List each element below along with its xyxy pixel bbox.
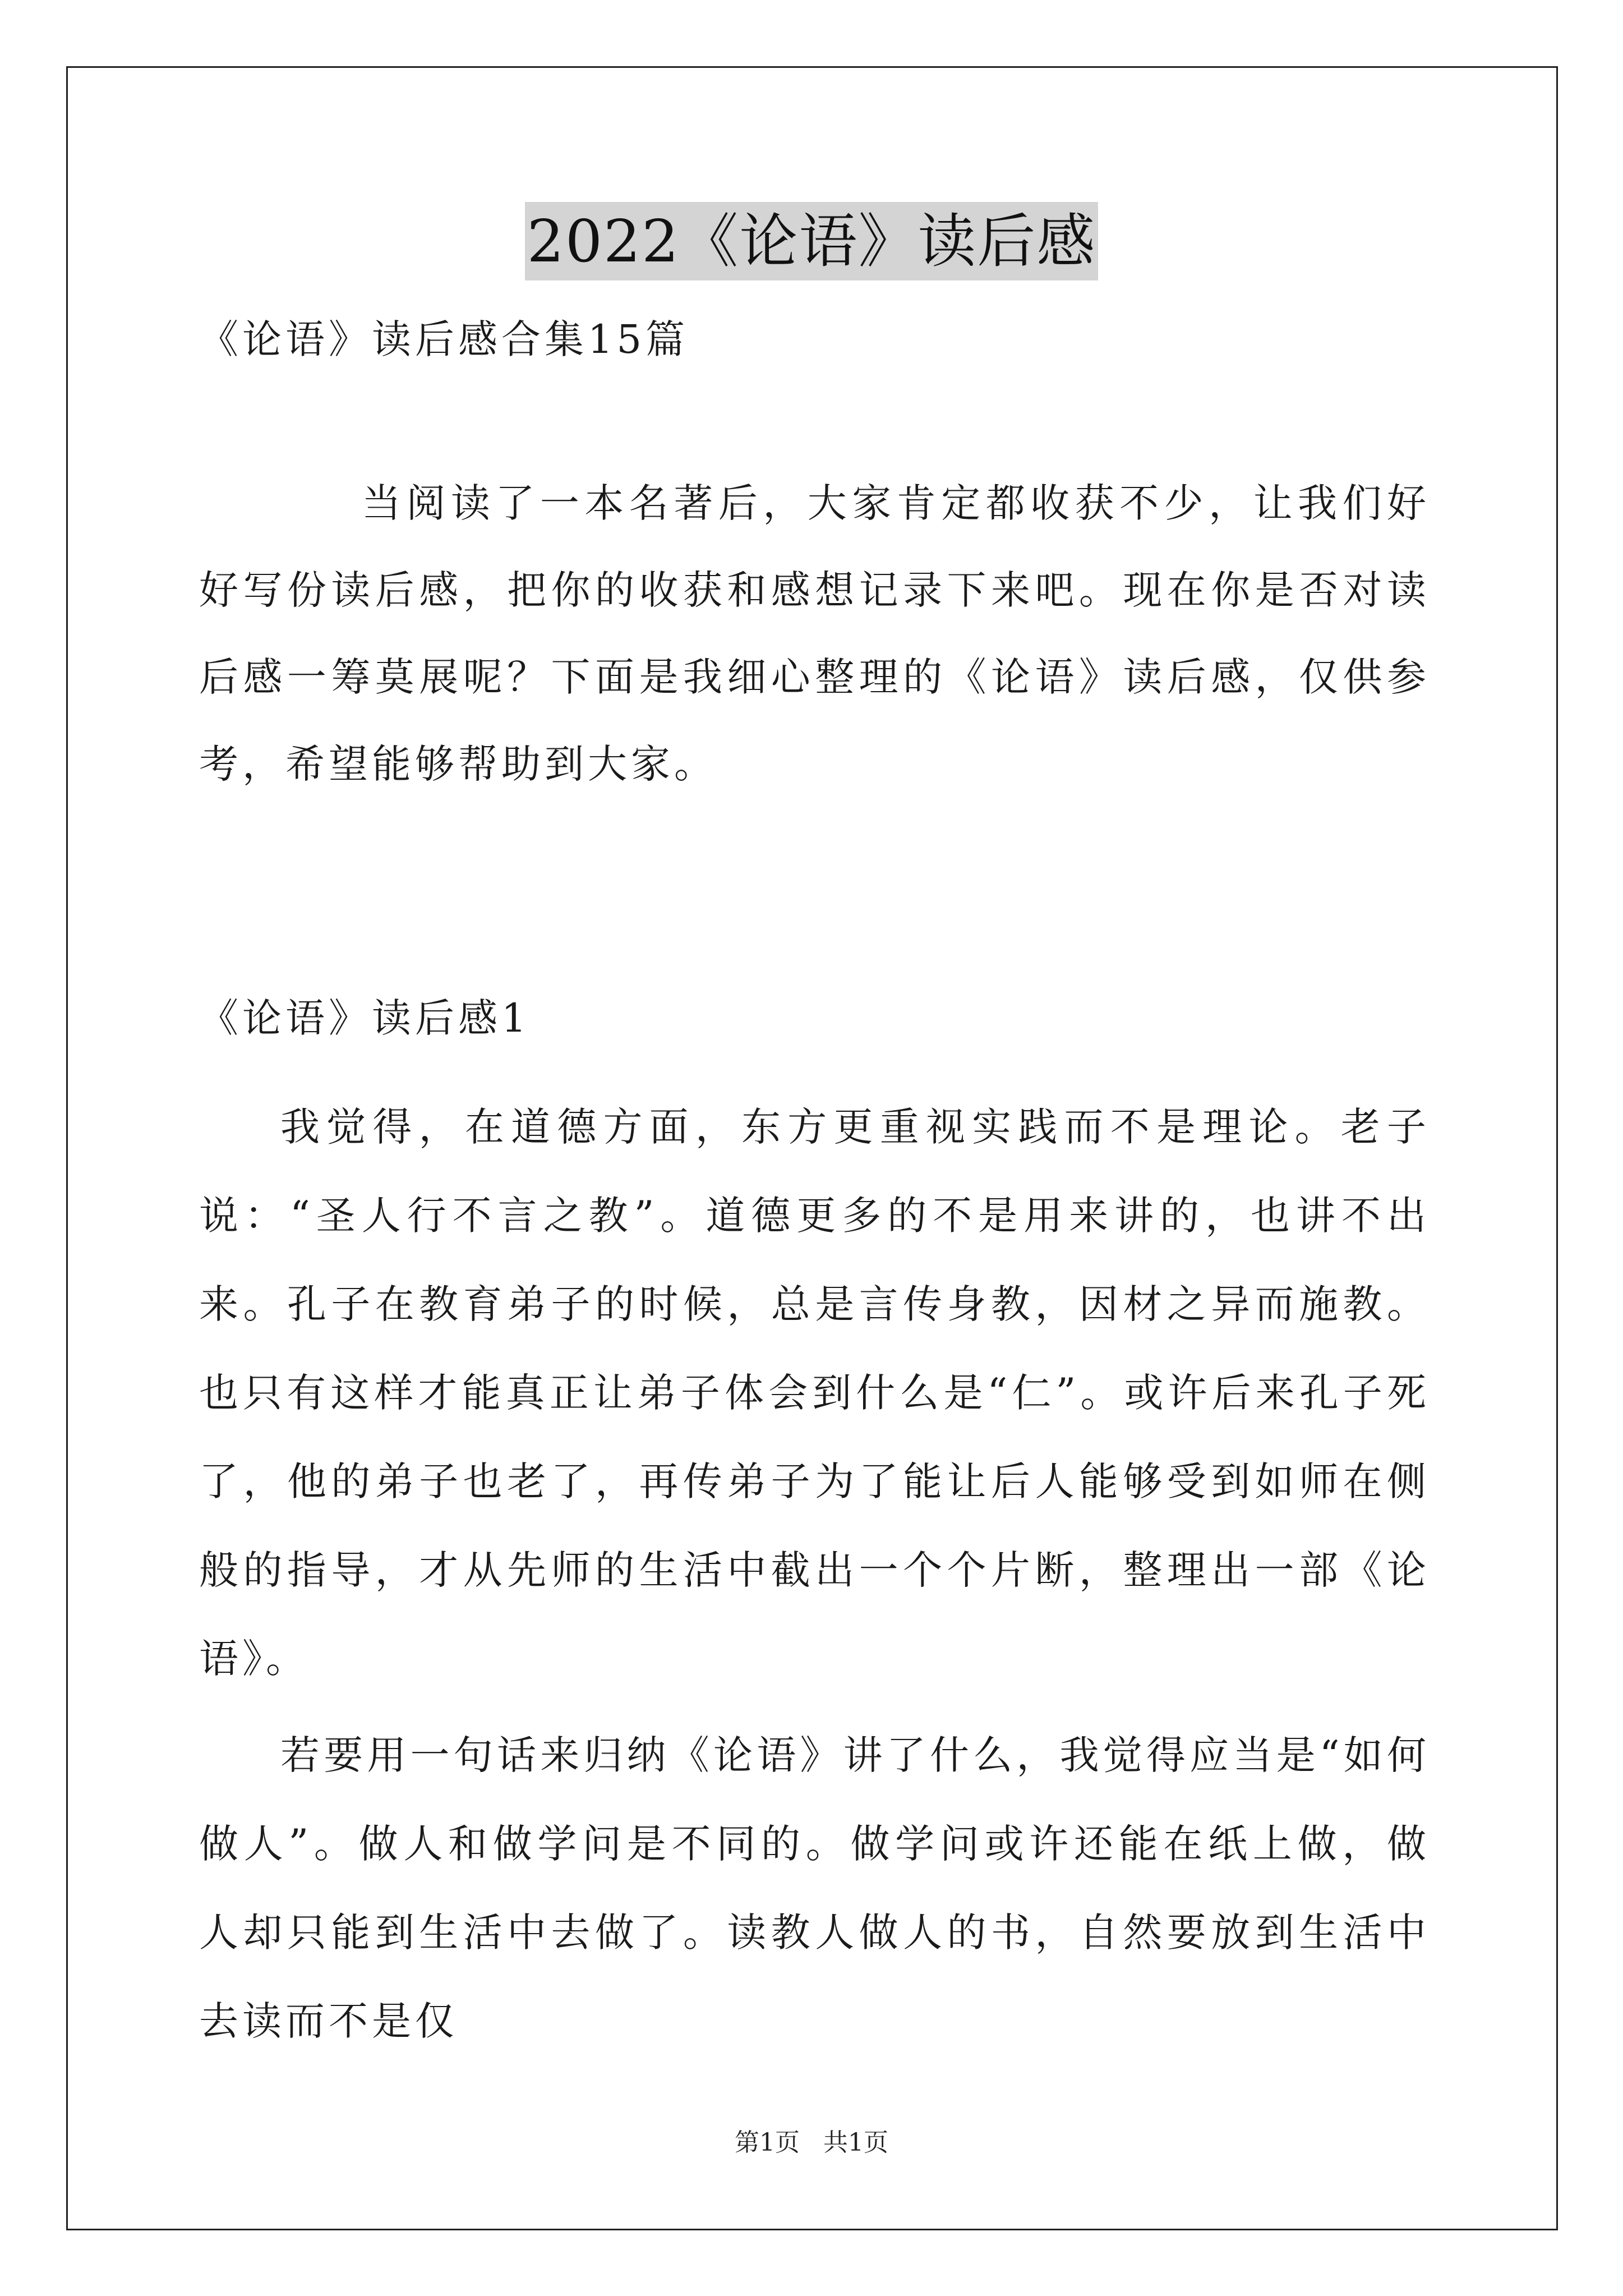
section-heading: 《论语》读后感1: [199, 995, 531, 1041]
body-paragraph-1: 我觉得，在道德方面，东方更重视实践而不是理论。老子说：“圣人行不言之教”。道德更多的不是用来讲的，也讲不出来。孔子在教育弟子的时候，总是言传身教，因材之异而施教。也只有这样才能真正让弟子体会到什么是“仁”。或许后来孔子死了，他的弟子也老了，再传弟子为了能让后人能够受到如师在侧般的指导，才从先师的生活中截出一个个片断，整理出一部《论语》。: [199, 1104, 1430, 1682]
title-container: [0, 202, 1623, 280]
document-title: 2022《论语》读后感: [525, 202, 1099, 280]
page-number-current: 第1页: [735, 2128, 800, 2157]
page-number-total: 共1页: [823, 2128, 888, 2157]
document-subtitle: 《论语》读后感合集15篇: [199, 316, 689, 362]
intro-paragraph: 当阅读了一本名著后，大家肯定都收获不少，让我们好好写份读后感，把你的收获和感想记录下来吧。现在你是否对读后感一筹莫展呢？下面是我细心整理的《论语》读后感，仅供参考，希望能够帮助到大家。: [199, 480, 1430, 787]
body-paragraph-2: 若要用一句话来归纳《论语》讲了什么，我觉得应当是“如何做人”。做人和做学问是不同的。做学问或许还能在纸上做，做人却只能到生活中去做了。读教人做人的书，自然要放到生活中去读而不是仅: [199, 1732, 1430, 2044]
page-footer: [0, 2126, 1623, 2160]
